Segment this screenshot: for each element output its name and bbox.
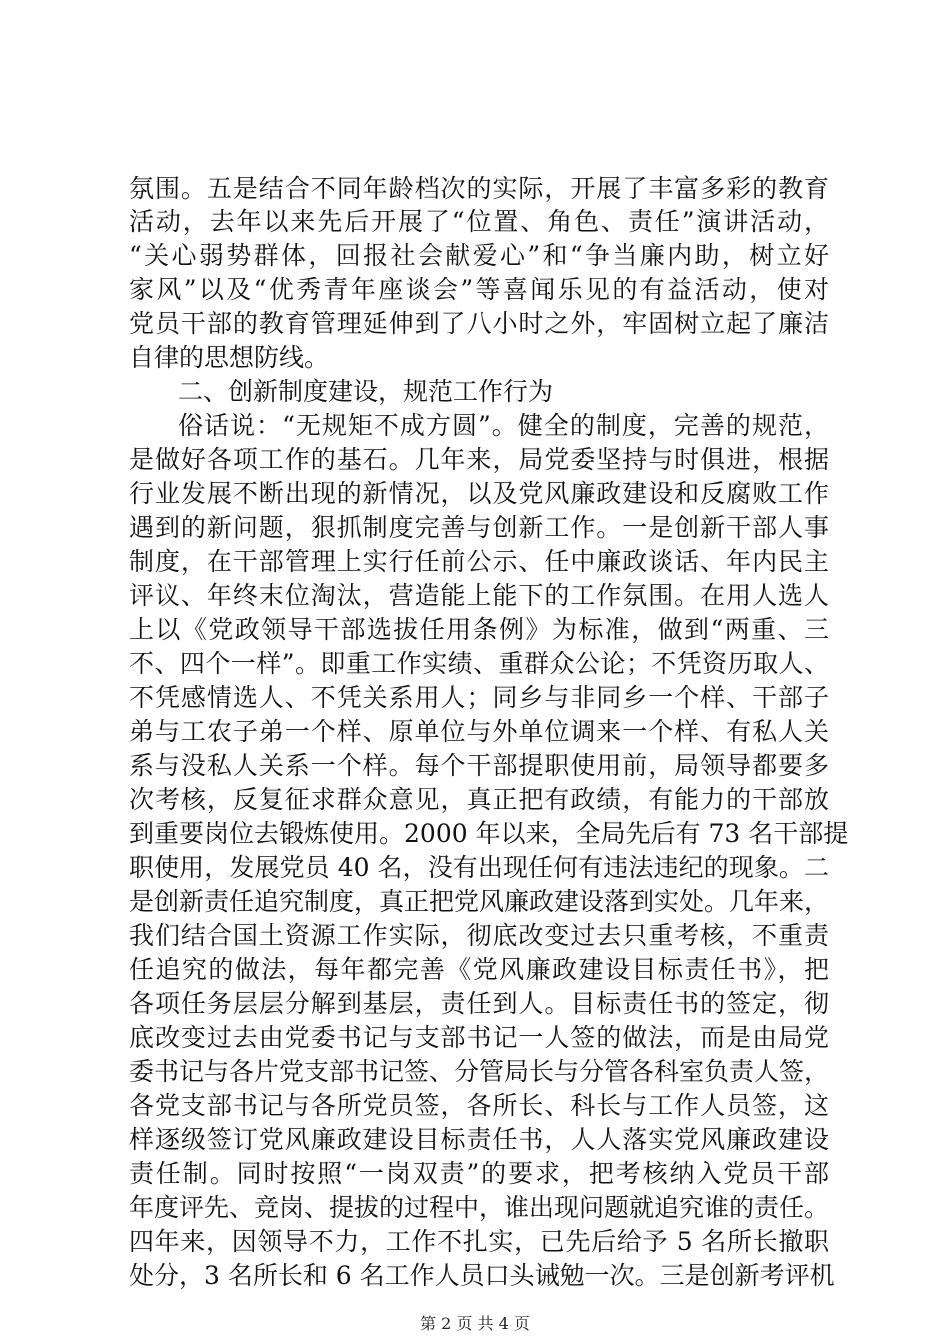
body-text-line: 上以《党政领导干部选拔任用条例》为标准，做到“两重、三	[129, 615, 829, 644]
section-heading: 二、创新制度建设，规范工作行为	[178, 377, 554, 406]
body-text-line: 是做好各项工作的基石。几年来，局党委坚持与时俱进，根据	[129, 445, 829, 474]
body-text-line: 样逐级签订党风廉政建设目标责任书，人人落实党风廉政建设	[129, 1125, 829, 1154]
body-text-line: 职使用，发展党员 40 名，没有出现任何有违法违纪的现象。二	[129, 853, 829, 882]
body-text-line: 党员干部的教育管理延伸到了八小时之外，牢固树立起了廉洁	[129, 309, 829, 338]
body-text-line: 评议、年终末位淘汰，营造能上能下的工作氛围。在用人选人	[129, 581, 829, 610]
body-text-line: 责任制。同时按照“一岗双责”的要求，把考核纳入党员干部	[129, 1159, 829, 1188]
body-text-line: “关心弱势群体，回报社会献爱心”和“争当廉内助，树立好	[129, 241, 829, 270]
body-text-line: 是创新责任追究制度，真正把党风廉政建设落到实处。几年来，	[129, 887, 830, 916]
body-text-line: 底改变过去由党委书记与支部书记一人签的做法，而是由局党	[129, 1023, 829, 1052]
body-text-line: 不凭感情选人、不凭关系用人；同乡与非同乡一个样、干部子	[129, 683, 829, 712]
body-text-line: 自律的思想防线。	[129, 343, 330, 372]
body-text-line: 不、四个一样”。即重工作实绩、重群众公论；不凭资历取人、	[129, 649, 829, 678]
body-text-line: 氛围。五是结合不同年龄档次的实际，开展了丰富多彩的教育	[129, 174, 829, 203]
body-text-line: 活动，去年以来先后开展了“位置、角色、责任”演讲活动，	[129, 207, 829, 236]
body-text-line: 行业发展不断出现的新情况，以及党风廉政建设和反腐败工作	[129, 479, 829, 508]
body-text-line: 家风”以及“优秀青年座谈会”等喜闻乐见的有益活动，使对	[129, 275, 829, 304]
body-text-line: 委书记与各片党支部书记签、分管局长与分管各科室负责人签，	[129, 1057, 830, 1086]
body-text-line: 四年来，因领导不力，工作不扎实，已先后给予 5 名所长撤职	[129, 1227, 829, 1256]
body-text-line: 各党支部书记与各所党员签，各所长、科长与工作人员签，这	[129, 1091, 829, 1120]
body-text-line: 我们结合国土资源工作实际，彻底改变过去只重考核，不重责	[129, 921, 829, 950]
body-text-line: 任追究的做法，每年都完善《党风廉政建设目标责任书》，把	[129, 955, 829, 984]
body-text-line: 处分，3 名所长和 6 名工作人员口头诫勉一次。三是创新考评机	[129, 1261, 835, 1290]
body-text-line: 次考核，反复征求群众意见，真正把有政绩，有能力的干部放	[129, 785, 829, 814]
body-text-line: 弟与工农子弟一个样、原单位与外单位调来一个样、有私人关	[129, 717, 829, 746]
page-number-footer: 第 2 页 共 4 页	[420, 1314, 530, 1333]
body-text-line: 年度评先、竞岗、提拔的过程中，谁出现问题就追究谁的责任。	[129, 1193, 830, 1222]
body-text-line: 各项任务层层分解到基层，责任到人。目标责任书的签定，彻	[129, 989, 829, 1018]
paragraph-first-line: 俗话说：“无规矩不成方圆”。健全的制度，完善的规范，	[178, 411, 829, 440]
body-text-line: 到重要岗位去锻炼使用。2000 年以来，全局先后有 73 名干部提	[129, 819, 849, 848]
body-text-line: 系与没私人关系一个样。每个干部提职使用前，局领导都要多	[129, 751, 829, 780]
body-text-line: 制度，在干部管理上实行任前公示、任中廉政谈话、年内民主	[129, 547, 829, 576]
body-text-line: 遇到的新问题，狠抓制度完善与创新工作。一是创新干部人事	[129, 513, 829, 542]
